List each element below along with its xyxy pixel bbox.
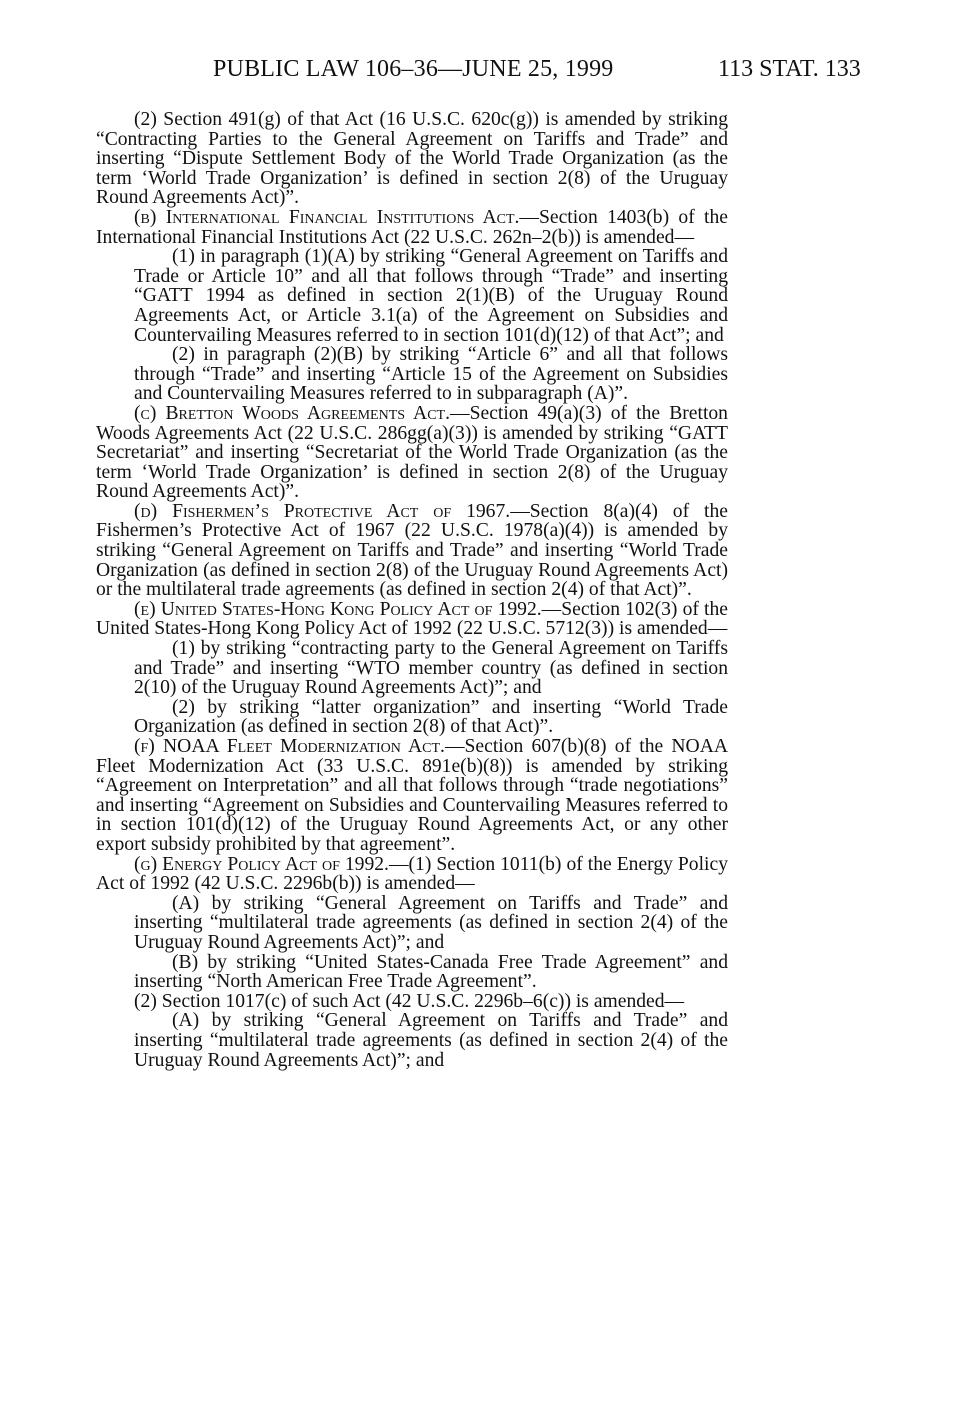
paragraph-g2a: (A) by striking “General Agreement on Tariffs and Trade” and inserting “multilateral trade agreements (as defined in section 2(4) of the Uruguay Round Agreements Act)”; and — [134, 1010, 728, 1071]
paragraph-g2: (2) Section 1017(c) of such Act (42 U.S.C. 2296b–6(c)) is amended— — [134, 990, 685, 1012]
paragraph-g1a: (A) by striking “General Agreement on Tariffs and Trade” and inserting “multilateral trade agreements (as defined in section 2(4) of the Uruguay Round Agreements Act)”; and — [134, 892, 728, 953]
paragraph-d: (d) Fishermen’s Protective Act of 1967.—Section 8(a)(4) of the Fishermen’s Protective Act of 1967 (22 U.S.C. 1978(a)(4)) is amended by striking “General Agreement on Tariffs and Trade” and inserting “World Trade Organization (as defined in section 2(8) of the Uruguay Round Agreements Act) or the multilateral trade agreements (as defined in section 2(4) of that Act)”. — [96, 500, 728, 601]
header-stat-page: 113 STAT. 133 — [718, 56, 861, 82]
paragraph-f: (f) NOAA Fleet Modernization Act.—Section 607(b)(8) of the NOAA Fleet Modernization Act (33 U.S.C. 891e(b)(8)) is amended by striking “Agreement on Interpretation” and all that follows through “trade negotiations” and inserting “Agreement on Subsidies and Countervailing Measures referred to in section 101(d)(12) of the Uruguay Round Agreements Act, or any other export subsidy prohibited by that agreement”. — [96, 736, 729, 855]
paragraph-e1: (1) by striking “contracting party to the General Agreement on Tariffs and Trade” and inserting “WTO member country (as defined in section 2(10) of the Uruguay Round Agreements Act)”; and — [134, 638, 728, 699]
subsection-heading: (e) United States-Hong Kong Policy Act of 1992. — [134, 598, 542, 620]
paragraph-b1: (1) in paragraph (1)(A) by striking “General Agreement on Tariffs and Trade or Article 10” and all that follows through “Trade” and inserting “GATT 1994 as defined in section 2(1)(B) of the Uruguay Round Agreements Act, or Article 3.1(a) of the Agreement on Subsidies and Countervailing Measures referred to in section 101(d)(12) of that Act”; and — [134, 246, 728, 346]
paragraph-g1b: (B) by striking “United States-Canada Free Trade Agreement” and inserting “North American Free Trade Agreement”. — [134, 951, 728, 993]
paragraph-g: (g) Energy Policy Act of 1992.—(1) Section 1011(b) of the Energy Policy Act of 1992 (42 U.S.C. 2296b(b)) is amended— — [96, 853, 728, 895]
running-header — [0, 56, 954, 88]
paragraph-c: (c) Bretton Woods Agreements Act.—Section 49(a)(3) of the Bretton Woods Agreements Act (22 U.S.C. 286gg(a)(3)) is amended by striking “GATT Secretariat” and inserting “Secretariat of the World Trade Organization (as the term ‘World Trade Organization’ is defined in section 2(8) of the Uruguay Round Agreements Act)”. — [96, 402, 728, 503]
paragraph-a2: (2) Section 491(g) of that Act (16 U.S.C. 620c(g)) is amended by striking “Contracting Parties to the General Agreement on Tariffs and Trade” and inserting “Dispute Settlement Body of the World Trade Organization (as the term ‘World Trade Organization’ is defined in section 2(8) of the Uruguay Round Agreements Act)”. — [96, 109, 728, 209]
subsection-heading: (f) NOAA Fleet Modernization Act. — [134, 736, 445, 757]
paragraph-b2: (2) in paragraph (2)(B) by striking “Article 6” and all that follows through “Trade” and inserting “Article 15 of the Agreement on Subsidies and Countervailing Measures referred to in subparagraph (A)”. — [134, 344, 728, 405]
header-title: PUBLIC LAW 106–36—JUNE 25, 1999 — [213, 56, 614, 82]
subsection-heading: (c) Bretton Woods Agreements Act. — [134, 402, 450, 424]
subsection-heading: (g) Energy Policy Act of 1992. — [134, 853, 389, 875]
paragraph-b: (b) International Financial Institutions Act.—Section 1403(b) of the International Financial Institutions Act (22 U.S.C. 262n–2(b)) is amended— — [96, 206, 728, 248]
subsection-heading: (d) Fishermen’s Protective Act of 1967. — [134, 500, 511, 522]
paragraph-e2: (2) by striking “latter organization” and inserting “World Trade Organization (as defined in section 2(8) of that Act)”. — [134, 696, 728, 738]
subsection-heading: (b) International Financial Institutions Act. — [134, 206, 520, 228]
body-text — [96, 110, 728, 1070]
paragraph-e: (e) United States-Hong Kong Policy Act of 1992.—Section 102(3) of the United States-Hong Kong Policy Act of 1992 (22 U.S.C. 5712(3)) is amended— — [96, 598, 728, 640]
